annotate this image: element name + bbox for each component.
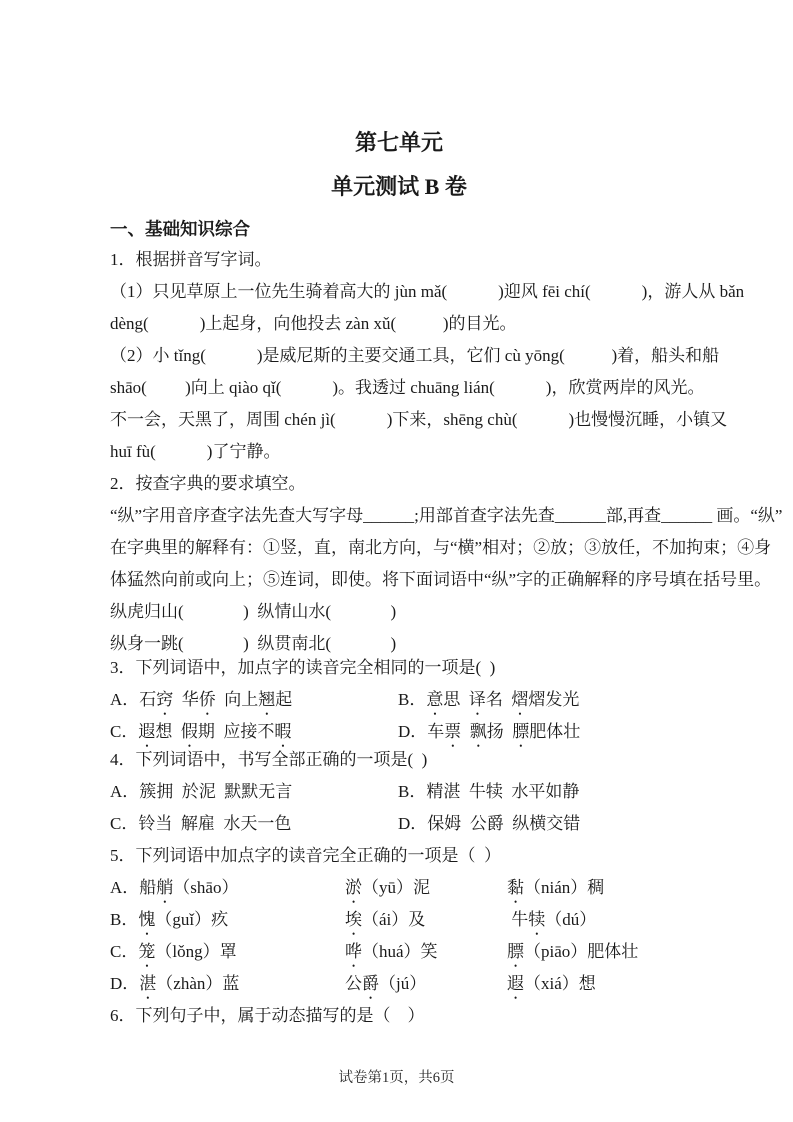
q5-d-word-2 — [345, 968, 507, 1000]
q4-option-d: D．保姆 公爵 纵横交错 — [398, 814, 581, 833]
text-segment: C． — [110, 722, 139, 741]
q5-c-word-3 — [507, 936, 688, 968]
dotted-char: 翘 — [258, 690, 276, 709]
text-segment: B． — [110, 910, 139, 929]
text-segment: 向上 — [215, 690, 259, 709]
q5-b-word-1 — [110, 904, 345, 936]
q5-a-word-3 — [507, 872, 688, 904]
text-segment: 起 — [275, 690, 293, 709]
dotted-char: 假 — [180, 722, 198, 741]
dotted-char: 爵 — [362, 974, 379, 993]
dotted-char: 侨 — [198, 690, 216, 709]
text-segment: 扬 — [486, 722, 513, 741]
q5-b-word-3 — [507, 904, 688, 936]
q5-b-word-2 — [345, 904, 507, 936]
q2-line-3: 体猛然向前或向上；⑤连词，即使。将下面词语中“纵”字的正确解释的序号填在括号里。 — [110, 570, 772, 589]
q3-option-d — [398, 716, 688, 748]
q4-option-a: A．簇拥 於泥 默默无言 — [110, 782, 293, 801]
dotted-char: 膘 — [507, 942, 524, 961]
paper-title: 单元测试 B 卷 — [331, 174, 467, 199]
q1-line-6: huī fù( )了宁静。 — [110, 442, 281, 461]
text-segment: 肥体壮 — [529, 722, 581, 741]
dotted-char: 笼 — [138, 942, 156, 961]
text-segment: B． — [398, 690, 427, 709]
q3-stem: 3．下列词语中，加点字的读音完全相同的一项是( ) — [110, 658, 496, 677]
q5-c-word-2 — [345, 936, 507, 968]
dotted-char: 愧 — [138, 910, 156, 929]
dotted-char: 艄 — [156, 878, 174, 897]
text-segment: 公 — [345, 974, 362, 993]
text-segment: D．车 — [398, 722, 445, 741]
unit-title: 第七单元 — [354, 130, 443, 155]
dotted-char: 意 — [426, 690, 444, 709]
dotted-char: 暇 — [274, 722, 292, 741]
text-segment: A．石 — [110, 690, 157, 709]
q5-a-word-1 — [110, 872, 345, 904]
dotted-char: 票 — [444, 722, 462, 741]
q2-stem: 2．按查字典的要求填空。 — [110, 474, 306, 493]
dotted-char: 犊 — [528, 910, 546, 929]
q1-line-2: dèng( )上起身，向他投去 zàn xǔ( )的目光。 — [110, 314, 517, 333]
text-segment: （xiá）想 — [524, 974, 596, 993]
q4-option-c: C．铃当 解雇 水天一色 — [110, 814, 292, 833]
text-segment: 思 — [443, 690, 469, 709]
text-segment: （ái）及 — [362, 910, 426, 929]
text-segment: 牛 — [507, 910, 529, 929]
q2-word-line-1: 纵虎归山( ) 纵情山水( ) — [110, 602, 397, 621]
text-segment: （lǒng）罩 — [155, 942, 237, 961]
page-content — [110, 120, 783, 1032]
q1-line-1: （1）只见草原上一位先生骑着高大的 jùn mǎ( )迎风 fēi chí( )，游人从 bǎn — [110, 282, 745, 301]
text-segment: （yū）泥 — [362, 878, 430, 897]
dotted-char: 窍 — [156, 690, 174, 709]
text-segment: （guǐ）疚 — [155, 910, 229, 929]
text-segment: 华 — [173, 690, 199, 709]
q1-line-3: （2）小 tǐng( )是威尼斯的主要交通工具，它们 cù yōng( )着，船头和船 — [110, 346, 720, 365]
text-segment: （huá）笑 — [362, 942, 438, 961]
q5-stem: 5．下列词语中加点字的读音完全正确的一项是（ ） — [110, 846, 501, 865]
q5-option-b-row — [110, 904, 688, 936]
text-segment: A．船 — [110, 878, 157, 897]
text-segment: （nián）稠 — [524, 878, 605, 897]
q3-options-row-1 — [110, 684, 688, 716]
dotted-char: 埃 — [345, 910, 362, 929]
q1-stem: 1．根据拼音写字词。 — [110, 250, 272, 269]
q3-option-a — [110, 684, 398, 716]
q5-a-word-2 — [345, 872, 507, 904]
q5-c-word-1 — [110, 936, 345, 968]
dotted-char: 膘 — [512, 722, 530, 741]
q4-option-b: B．精湛 牛犊 水平如静 — [398, 782, 580, 801]
q5-option-a-row — [110, 872, 688, 904]
q1-line-5: 不一会，天黑了，周围 chén jì( )下来，shēng chù( )也慢慢沉睡，小镇又 — [110, 410, 728, 429]
text-segment: （jú） — [379, 974, 427, 993]
q1-line-4: shāo( )向上 qiào qǐ( )。我透过 chuāng lián( )，欣赏两岸的风光。 — [110, 378, 705, 397]
text-segment: （zhàn）蓝 — [156, 974, 240, 993]
dotted-char: 湛 — [139, 974, 157, 993]
text-segment: （piāo）肥体壮 — [524, 942, 639, 961]
q5-d-word-1 — [110, 968, 345, 1000]
page-footer: 试卷第1页，共6页 — [338, 1070, 455, 1086]
dotted-char: 译 — [468, 690, 486, 709]
q4-options-row-1 — [110, 776, 688, 808]
dotted-char: 熠 — [511, 690, 529, 709]
text-segment: 名 — [485, 690, 512, 709]
q3-option-b — [398, 684, 688, 716]
q2-word-line-2: 纵身一跳( ) 纵贯南北( ) — [110, 634, 397, 653]
text-segment — [461, 722, 470, 741]
text-segment: 期 应接不 — [197, 722, 275, 741]
dotted-char: 遐 — [507, 974, 524, 993]
dotted-char: 黏 — [507, 878, 524, 897]
dotted-char: 淤 — [345, 878, 362, 897]
q2-line-2: 在字典里的解释有：①竖，直，南北方向，与“横”相对；②放；③放任，不加拘束；④身 — [110, 538, 772, 557]
text-segment: D． — [110, 974, 140, 993]
q6-stem: 6．下列句子中，属于动态描写的是（ ） — [110, 1006, 425, 1025]
text-segment: （dú） — [545, 910, 597, 929]
section-heading: 一、基础知识综合 — [110, 219, 250, 239]
dotted-char: 飘 — [469, 722, 487, 741]
q4-stem: 4．下列词语中，书写全部正确的一项是( ) — [110, 750, 428, 769]
q4-options-row-2 — [110, 808, 688, 840]
text-segment: 熠发光 — [528, 690, 580, 709]
dotted-char: 哗 — [345, 942, 362, 961]
dotted-char: 遐 — [138, 722, 156, 741]
q5-option-d-row — [110, 968, 688, 1000]
q5-option-c-row — [110, 936, 688, 968]
q2-line-1: “纵”字用音序查字法先查大写字母______;用部首查字法先查______部,再查______ 画。“纵” — [110, 506, 783, 525]
text-segment: C． — [110, 942, 139, 961]
text-segment: 想 — [155, 722, 181, 741]
q5-d-word-3 — [507, 968, 688, 1000]
text-segment: （shāo） — [173, 878, 239, 897]
